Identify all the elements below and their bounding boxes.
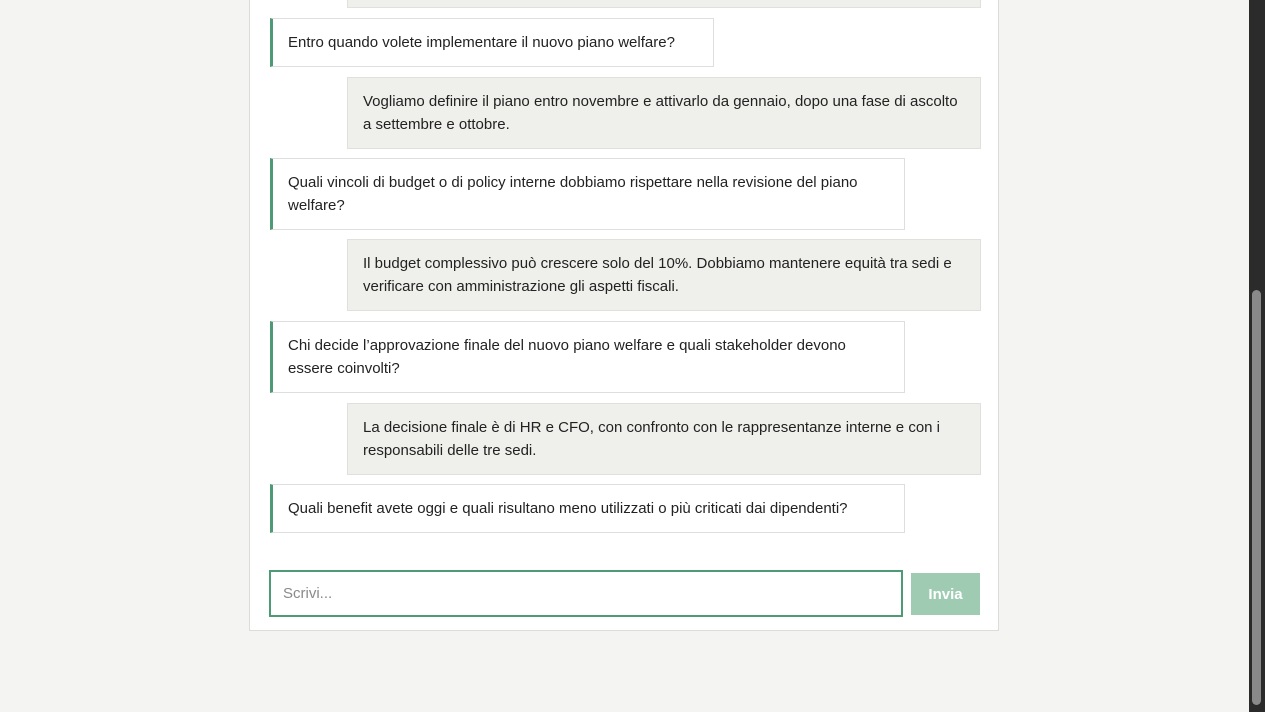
answer-text: La decisione finale è di HR e CFO, con confronto con le rappresentanze interne e con i responsabili delle tre sedi. — [363, 419, 941, 459]
answer-text: Vogliamo definire il piano entro novembre e attivarlo da gennaio, dopo una fase di ascolto a settembre e ottobre. — [363, 93, 958, 133]
send-button[interactable]: Invia — [911, 573, 980, 615]
answer-bubble — [347, 239, 981, 311]
question-text: Chi decide l’approvazione finale del nuovo piano welfare e quali stakeholder devono essere coinvolti? — [288, 337, 846, 377]
answer-bubble — [347, 403, 981, 475]
question-bubble — [270, 158, 905, 230]
page-scrollbar[interactable] — [1249, 0, 1265, 712]
message-input[interactable] — [269, 570, 903, 617]
question-text: Quali benefit avete oggi e quali risultano meno utilizzati o più criticati dai dipendenti? — [288, 500, 848, 517]
answer-text: Il budget complessivo può crescere solo del 10%. Dobbiamo mantenere equità tra sedi e verificare con amministrazione gli aspetti fiscali. — [363, 255, 952, 295]
question-text: Quali vincoli di budget o di policy interne dobbiamo rispettare nella revisione del piano welfare? — [288, 174, 858, 214]
question-text: Entro quando volete implementare il nuovo piano welfare? — [288, 34, 675, 51]
question-bubble — [270, 484, 905, 533]
answer-bubble-partial — [347, 0, 981, 8]
question-bubble — [270, 18, 714, 67]
chat-panel — [249, 0, 999, 631]
message-composer — [269, 570, 979, 618]
question-bubble — [270, 321, 905, 393]
answer-bubble — [347, 77, 981, 149]
scrollbar-thumb[interactable] — [1252, 290, 1261, 705]
